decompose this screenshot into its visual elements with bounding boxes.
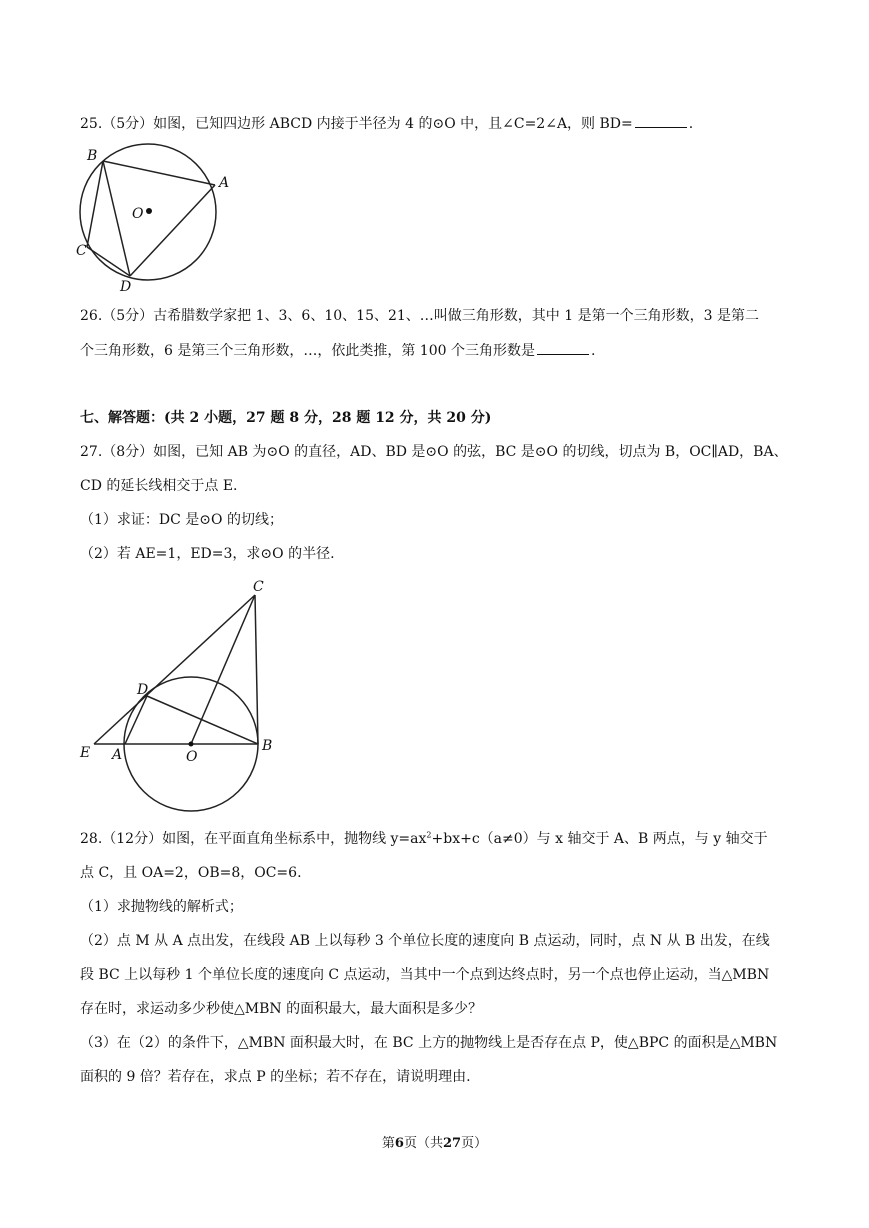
q28-sub3-line2: 面积的 9 倍？若存在，求点 P 的坐标；若不存在，请说明理由. [80,1069,471,1085]
page-footer [0,1132,869,1151]
q27-line-BC [255,595,258,744]
q25-end: . [688,116,694,132]
footer-prefix: 第 [381,1136,395,1151]
q25-label-A: A [219,175,230,191]
q27-label-A: A [112,747,123,763]
q28-sub2-line1: （2）点 M 从 A 点出发，在线段 AB 上以每秒 3 个单位长度的速度向 B 点运动，同时，点 N 从 B 出发，在线 [80,933,770,949]
q25-edge-AD [130,185,215,276]
q25-stem: 25.（5分）如图，已知四边形 ABCD 内接于半径为 4 的⊙O 中，且∠C=2∠A，则 BD= [80,116,633,132]
q26-answer-blank [537,340,589,355]
q25-label-B: B [87,148,98,164]
q27-sub2: （2）若 AE=1，ED=3，求⊙O 的半径. [80,546,335,562]
section-heading: 七、解答题：(共 2 小题，27 题 8 分，28 题 12 分，共 20 分) [80,410,492,426]
q28-sub2-line2: 段 BC 上以每秒 1 个单位长度的速度向 C 点运动，当其中一个点到达终点时，另一个点也停止运动，当△MBN [80,967,770,983]
q27-line-OC [191,595,255,744]
q28-sub3-line1: （3）在（2）的条件下，△MBN 面积最大时，在 BC 上方的抛物线上是否存在点 P，使△BPC 的面积是△MBN [80,1035,778,1051]
q25-label-D: D [120,279,132,295]
q27-label-O: O [186,749,198,765]
q26-line2 [80,340,595,361]
footer-page-number: 6 [394,1136,404,1151]
q27-sub1: （1）求证：DC 是⊙O 的切线； [80,512,283,528]
q25-answer-blank [635,113,687,128]
q25-edge-BC [87,161,103,247]
q27-line2: CD 的延长线相交于点 E. [80,478,238,494]
q28-line1 [80,829,768,849]
q25-edge-BA [103,161,215,185]
q26-line2-text: 个三角形数，6 是第三个三角形数，…，依此类推，第 100 个三角形数是 [80,343,535,359]
q27-label-E: E [80,745,91,761]
q27-figure [70,575,290,820]
q26-end: . [590,343,596,359]
q28-line2: 点 C，且 OA=2，OB=8，OC=6. [80,865,302,881]
q25-label-C: C [76,243,87,259]
q27-center-dot [189,742,194,747]
q28-line1-a: 28.（12分）如图，在平面直角坐标系中，抛物线 y=ax [80,831,427,847]
q26-line1: 26.（5分）古希腊数学家把 1、3、6、10、15、21、…叫做三角形数，其中 1 是第一个三角形数，3 是第二 [80,308,759,324]
q27-line1: 27.（8分）如图，已知 AB 为⊙O 的直径，AD、BD 是⊙O 的弦，BC 是⊙O 的切线，切点为 B，OC∥AD，BA、 [80,444,788,460]
q27-label-B: B [262,738,273,754]
q27-label-D: D [137,682,149,698]
footer-suffix: 页） [461,1136,488,1151]
q25-text [80,113,693,134]
q27-line-DB [147,696,258,744]
q27-line-EC [94,595,255,744]
q28-line1-b: +bx+c（a≠0）与 x 轴交于 A、B 两点，与 y 轴交于 [431,831,768,847]
q25-edge-BD [103,161,130,276]
q28-line1-sup: 2 [426,830,432,840]
q25-center-dot [146,208,152,214]
q25-label-O: O [132,206,144,222]
footer-total-pages: 27 [442,1136,462,1151]
footer-mid: 页（共 [403,1136,443,1151]
q28-sub1: （1）求抛物线的解析式； [80,899,243,915]
q25-figure [70,140,230,295]
q27-label-C: C [253,579,264,595]
q28-sub2-line3: 存在时，求运动多少秒使△MBN 的面积最大，最大面积是多少？ [80,1001,483,1017]
